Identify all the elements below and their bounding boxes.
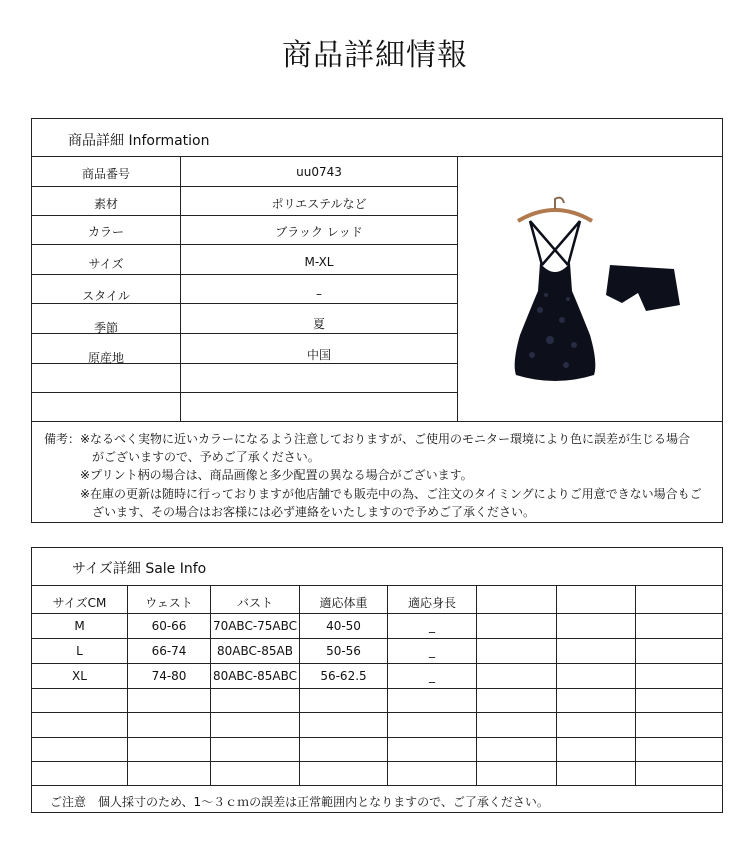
info-value-origin: 中国 <box>306 348 331 362</box>
table-cell: L <box>76 644 83 658</box>
info-label-size: サイズ <box>88 257 124 271</box>
divider <box>31 638 723 639</box>
info-value-season: 夏 <box>312 317 325 331</box>
column-header-size: サイズCM <box>52 596 107 610</box>
table-cell: XL <box>72 669 87 683</box>
divider <box>31 186 458 187</box>
product-photo <box>470 195 710 395</box>
size-section-header: サイズ詳細 Sale Info <box>72 561 207 577</box>
info-label-style: スタイル <box>82 289 130 303</box>
divider <box>31 392 458 393</box>
table-cell: 66-74 <box>151 644 187 658</box>
info-label-material: 素材 <box>93 197 118 211</box>
table-cell: 74-80 <box>151 669 187 683</box>
remarks-line: がございますので、予めご了承ください。 <box>92 450 320 464</box>
table-cell: _ <box>429 669 435 683</box>
divider <box>476 585 477 785</box>
divider <box>31 785 723 786</box>
table-cell: 80ABC-85AB <box>217 644 293 658</box>
info-label-season: 季節 <box>93 321 118 335</box>
remarks-line: ※プリント柄の場合は、商品画像と多少配置の異なる場合がございます。 <box>80 468 473 482</box>
divider <box>127 585 128 785</box>
divider <box>31 663 723 664</box>
remarks-line: ざいます、その場合はお客様には必ず連絡をいたしますので予めご了承ください。 <box>92 505 536 519</box>
info-value-color: ブラック レッド <box>275 225 363 239</box>
divider <box>31 712 723 713</box>
divider <box>31 613 723 614</box>
column-header-bust: バスト <box>236 596 273 610</box>
divider <box>457 156 458 421</box>
table-cell: 50-56 <box>326 644 361 658</box>
info-label-product-number: 商品番号 <box>81 167 130 181</box>
info-label-origin: 原産地 <box>87 351 124 365</box>
info-value-style: – <box>316 287 322 301</box>
divider <box>31 585 723 586</box>
table-cell: 70ABC-75ABC <box>212 619 298 633</box>
info-section-header: 商品詳細 Information <box>68 133 210 149</box>
divider <box>31 244 458 245</box>
remarks-line: ※在庫の更新は随時に行っておりますが他店舗でも販売中の為、ご注文のタイミングによりご用意できない場合もご <box>80 487 702 501</box>
column-header-waist: ウェスト <box>145 596 193 610</box>
table-cell: 60-66 <box>151 619 187 633</box>
page-title: 商品詳細情報 <box>282 38 468 73</box>
remarks-line: 備考：※なるべく実物に近いカラーになるよう注意しておりますが、ご使用のモニター環境により色に誤差が生じる場合 <box>44 432 691 446</box>
divider <box>635 585 636 785</box>
table-cell: M <box>74 619 85 633</box>
table-cell: 80ABC-85ABC <box>212 669 298 683</box>
divider <box>31 421 723 422</box>
info-value-product-number: uu0743 <box>296 165 342 179</box>
divider <box>387 585 388 785</box>
divider <box>556 585 557 785</box>
table-cell: _ <box>429 619 435 633</box>
hanger-icon <box>518 198 592 221</box>
divider <box>299 585 300 785</box>
divider <box>31 737 723 738</box>
size-note: ご注意 個人採寸のため、1～３ｃｍの誤差は正常範囲内となりますので、ご了承ください。 <box>50 795 549 809</box>
column-header-weight: 適応体重 <box>319 596 368 610</box>
divider <box>31 215 458 216</box>
info-value-size: M-XL <box>304 255 334 269</box>
divider <box>210 585 211 785</box>
divider <box>31 761 723 762</box>
column-header-height: 適応身長 <box>407 596 456 610</box>
info-label-color: カラー <box>87 225 124 239</box>
table-cell: 56-62.5 <box>320 669 367 683</box>
divider <box>31 156 723 157</box>
divider <box>31 688 723 689</box>
info-value-material: ポリエステルなど <box>271 197 367 211</box>
divider <box>31 274 458 275</box>
table-cell: _ <box>429 644 435 658</box>
table-cell: 40-50 <box>326 619 361 633</box>
